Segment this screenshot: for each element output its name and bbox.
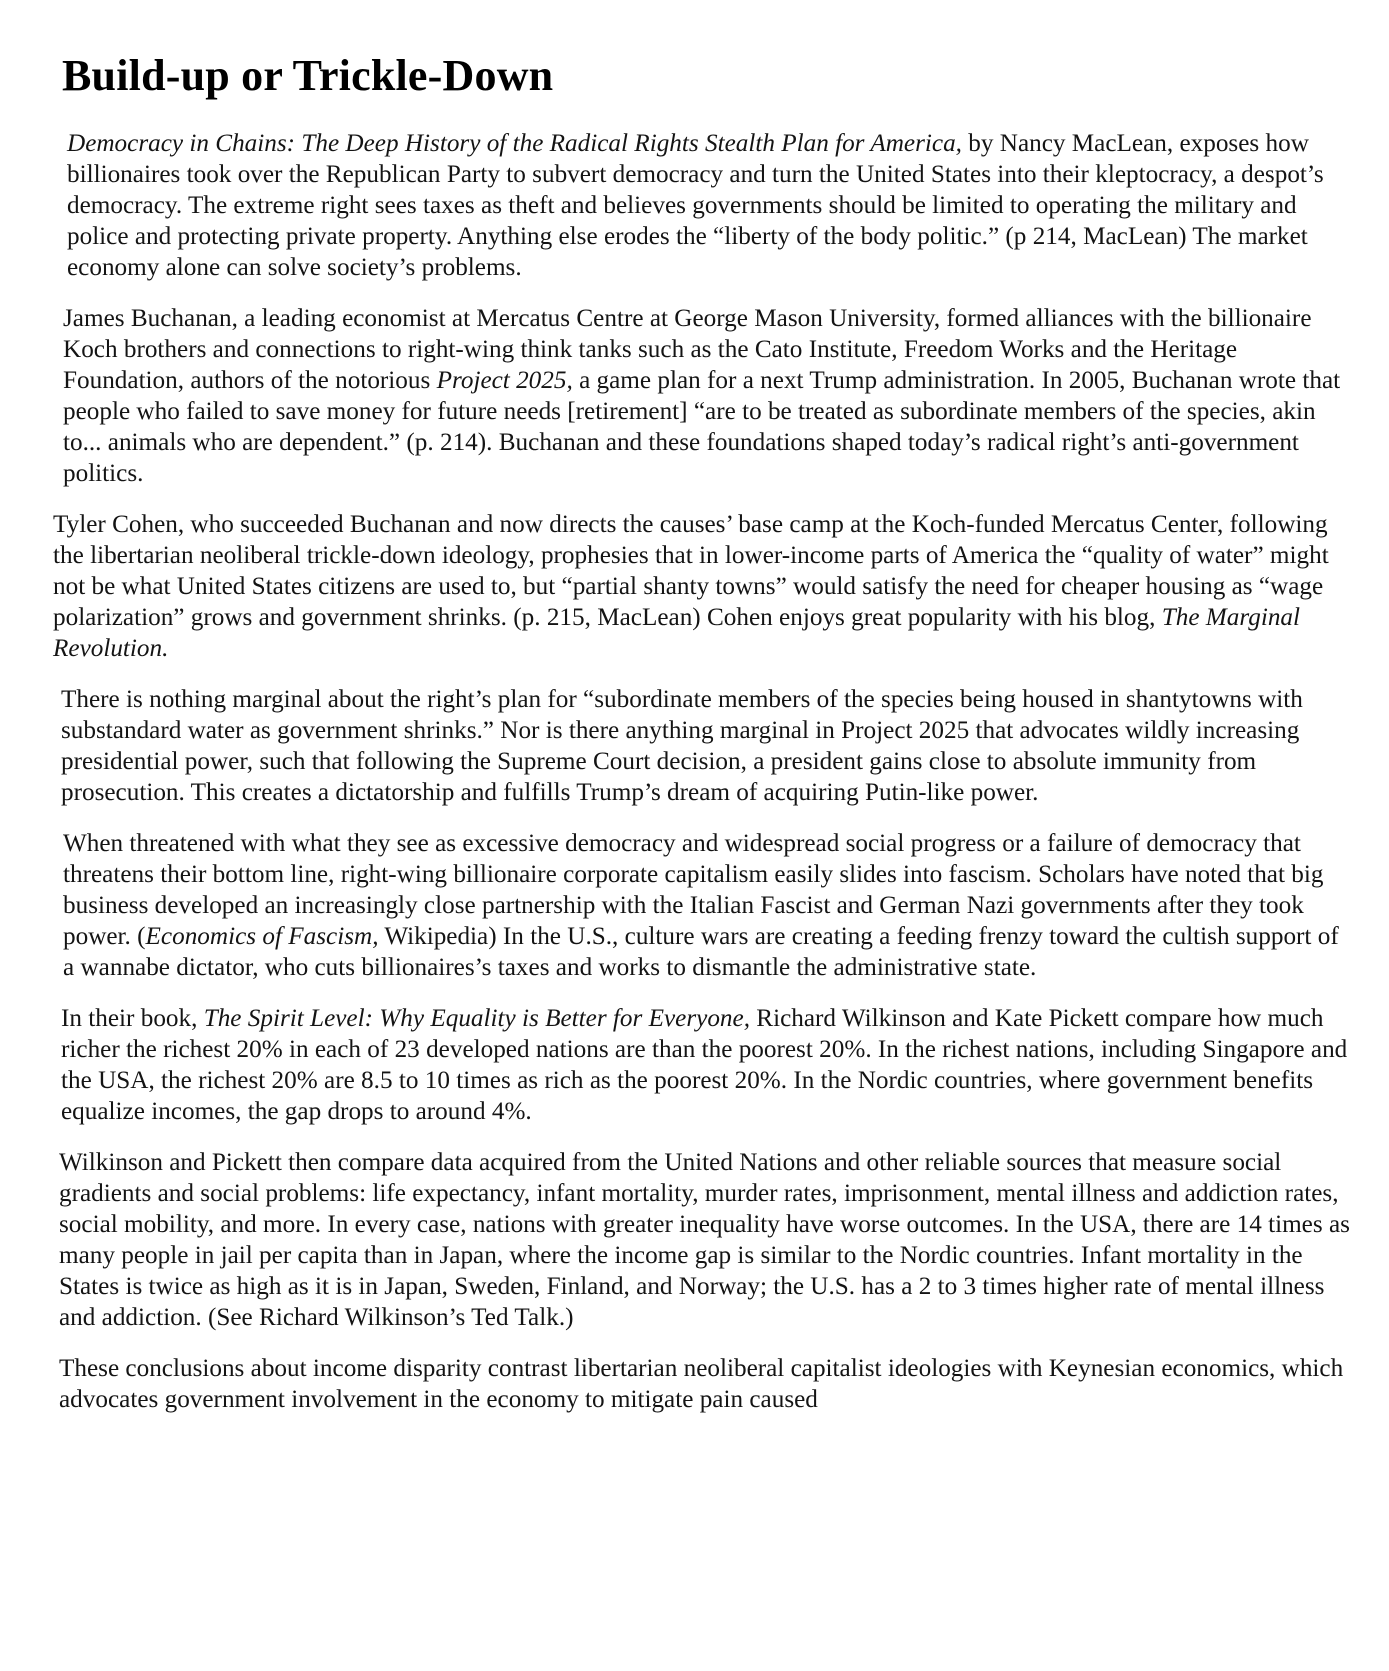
paragraph-2 [53, 303, 1353, 489]
paragraph-5 [53, 828, 1353, 983]
title-economics-of-fascism: Economics of Fascism, [145, 923, 379, 950]
paragraph-text: Wilkinson and Pickett then compare data acquired from the United Nations and other reliable sources that measure social gradients and social problems: life expectancy, infant mortality, murder rates, imprisonment, mental illness and addiction rates, social mobility, and more. In every case, nations with greater inequality have worse outcomes. In the USA, there are 14 times as many people in jail per capita than in Japan, where the income gap is similar to the Nordic countries. Infant mortality in the States is twice as high as it is in Japan, Sweden, Finland, and Norway; the U.S. has a 2 to 3 times higher rate of mental illness and addiction. (See Richard Wilkinson’s Ted Talk.) [59, 1149, 1350, 1331]
article-body [53, 128, 1353, 1415]
paragraph-6 [53, 1003, 1353, 1127]
paragraph-3 [53, 509, 1353, 664]
paragraph-text: by Nancy MacLean, exposes how billionaires took over the Republican Party to subvert democracy and turn the United States into their kleptocracy, a despot’s democracy. The extreme right sees taxes as theft and believes governments should be limited to operating the military and police and protecting private property. Anything else erodes the “liberty of the body politic.” (p 214, MacLean) The market economy alone can solve society’s problems. [67, 130, 1324, 281]
book-title-democracy-in-chains: Democracy in Chains: The Deep History of the Radical Rights Stealth Plan for America, [67, 130, 962, 157]
paragraph-text: In their book, [61, 1005, 204, 1032]
paragraph-text: Tyler Cohen, who succeeded Buchanan and now directs the causes’ base camp at the Koch-funded Mercatus Center, following the libertarian neoliberal trickle-down ideology, prophesies that in lower-income parts of America the “quality of water” might not be what United States citizens are used to, but “partial shanty towns” would satisfy the need for cheaper housing as “wage polarization” grows and government shrinks. (p. 215, MacLean) Cohen enjoys great popularity with his blog, [53, 511, 1329, 631]
book-title-spirit-level: The Spirit Level: Why Equality is Better for Everyone, [203, 1005, 750, 1032]
paragraph-7 [53, 1147, 1353, 1333]
page-title: Build-up or Trickle-Down [62, 51, 554, 100]
paragraph-8 [53, 1353, 1353, 1415]
blog-title-marginal-revolution: The Marginal Revolution. [53, 604, 1301, 662]
paragraph-text: a game plan for a next Trump administration. In 2005, Buchanan wrote that people who failed to save money for future needs [retirement] “are to be treated as subordinate members of the species, akin to... animals who are dependent.” (p. 214). Buchanan and these foundations shaped today’s radical right’s anti-government politics. [63, 367, 1341, 487]
paragraph-text: When threatened with what they see as excessive democracy and widespread social progress or a failure of democracy that threatens their bottom line, right-wing billionaire corporate capitalism easily slides into fascism. Scholars have noted that big business developed an increasingly close partnership with the Italian Fascist and German Nazi governments after they took power. ( [63, 830, 1324, 950]
paragraph-4 [53, 684, 1353, 808]
paragraph-text: James Buchanan, a leading economist at Mercatus Centre at George Mason University, formed alliances with the billionaire Koch brothers and connections to right-wing think tanks such as the Cato Institute, Freedom Works and the Heritage Foundation, authors of the notorious [63, 305, 1312, 394]
paragraph-text: Wikipedia) In the U.S., culture wars are creating a feeding frenzy toward the cultish support of a wannabe dictator, who cuts billionaires’s taxes and works to dismantle the administrative state. [63, 923, 1339, 981]
paragraph-text: Richard Wilkinson and Kate Pickett compare how much richer the richest 20% in each of 23 developed nations are than the poorest 20%. In the richest nations, including Singapore and the USA, the richest 20% are 8.5 to 10 times as rich as the poorest 20%. In the Nordic countries, where government benefits equalize incomes, the gap drops to around 4%. [61, 1005, 1348, 1125]
title-project-2025: Project 2025, [436, 367, 573, 394]
paragraph-1 [53, 128, 1353, 283]
paragraph-text: There is nothing marginal about the right’s plan for “subordinate members of the species being housed in shantytowns with substandard water as government shrinks.” Nor is there anything marginal in Project 2025 that advocates wildly increasing presidential power, such that following the Supreme Court decision, a president gains close to absolute immunity from prosecution. This creates a dictatorship and fulfills Trump’s dream of acquiring Putin-like power. [61, 686, 1303, 806]
paragraph-text: These conclusions about income disparity contrast libertarian neoliberal capitalist ideologies with Keynesian economics, which advocates government involvement in the economy to mitigate pain caused [59, 1355, 1344, 1413]
